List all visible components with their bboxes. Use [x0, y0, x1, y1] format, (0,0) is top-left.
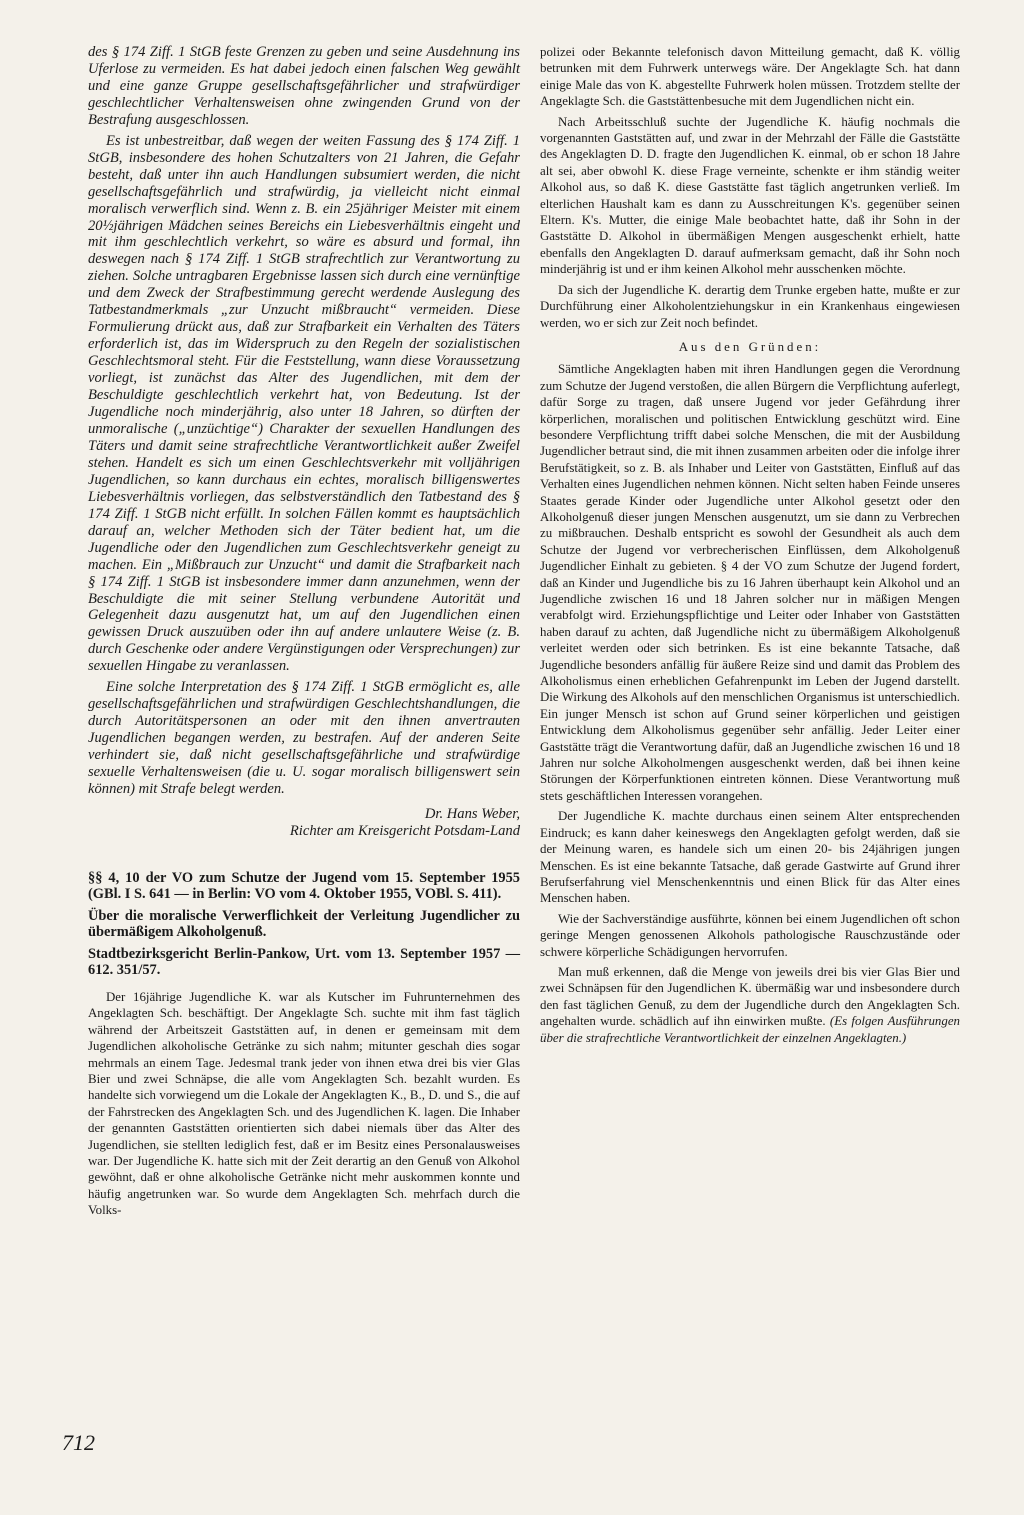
reasons-paragraph: Der Jugendliche K. machte durchaus einen seinem Alter entsprechenden Eindruck; es kann daher keineswegs den Angeklagten gefolgt werden, daß sie der Meinung waren, es handele sich um einen 20- bis 24jährigen jungen Menschen. Es ist eine bekannte Tatsache, daß gerade Gastwirte auf Grund ihrer Berufserfahrung viel Menschenkenntnis und einen Blick für das Alter eines Menschen haben.	[540, 809, 960, 906]
case-statute-heading: §§ 4, 10 der VO zum Schutze der Jugend vom 15. September 1955 (GBl. I S. 641 — in Berlin: VO vom 4. Oktober 1955, VOBl. S. 411).	[88, 869, 520, 903]
author-title: Richter am Kreisgericht Potsdam-Land	[289, 822, 520, 839]
page-number: 712	[62, 1430, 95, 1455]
final-paragraph-note: (Es folgen Ausführungen über die strafrechtliche Verantwortlichkeit der einzelnen Angeklagten.)	[540, 1014, 960, 1045]
reasons-paragraph: Sämtliche Angeklagten haben mit ihren Handlungen gegen die Verordnung zum Schutze der Jugend verstoßen, die allen Bürgern die Verpflichtung auferlegt, dafür Sorge zu tragen, daß unsere Jugend vor jeder Gefährdung ihrer körperlichen, moralischen und politischen Entwicklung geschützt wird. Eine besondere Verpflichtung trifft dabei solche Menschen, die mit der Ausbildung Jugendlicher betraut sind, die mit ihnen zusammen arbeiten oder die infolge ihrer Berufstätigkeit, so z. B. als Inhaber und Leiter von Gaststätten, Einfluß auf das Verhalten eines Jugendlichen nehmen können. Nicht selten haben Feinde unseres Staates gerade Kinder oder Jugendliche unter Alkohol gesetzt oder den Alkoholgenuß dieser jungen Menschen ausgenutzt, um sie dann zu Verbrechen zu mißbrauchen. Deshalb entspricht es sowohl der Gesundheit als auch dem Schutze der Jugend vor verbrecherischen Einflüssen, dem Alkoholgenuß Jugendlicher Einhalt zu gebieten. § 4 der VO zum Schutze der Jugend fordert, daß an Kinder und Jugendliche bis zu 16 Jahren überhaupt kein Alkohol und an Jugendliche zwischen 16 und 18 Jahren solcher nur in mäßigen Mengen verabfolgt wird. Erziehungspflichtige und Leiter oder Inhaber von Gaststätten haben darauf zu achten, daß Jugendliche nicht zu übermäßigem Alkoholgenuß verleitet werden oder sich betrinken. Es ist eine bekannte Tatsache, daß Jugendliche besonders anfällig für äußere Reize sind und damit das Problem des Alkoholismus einen erheblichen Gefahrenpunkt im Leben der Jugend darstellt. Die Wirkung des Alkohols auf den menschlichen Organismus ist unterschiedlich. Ein junger Mensch ist schon auf Grund seiner körperlichen und geistigen Entwicklung dem Alkoholismus gegenüber sehr anfällig. Jeder Leiter einer Gaststätte trägt die Verantwortung dafür, daß an Jugendliche zwischen 16 und 18 Jahren nur solche Alkoholmengen ausgeschenkt werden, daß bei ihnen keine Störungen der Körperfunktionen eintreten können. Diese Verantwortung muß stets geschäftlichen Interessen vorangehen.	[540, 362, 960, 803]
case-court-heading: Stadtbezirksgericht Berlin-Pankow, Urt. vom 13. September 1957 — 612. 351/57.	[88, 945, 520, 979]
reasons-heading: Aus den Gründen:	[678, 339, 822, 354]
article-paragraph: Eine solche Interpretation des § 174 Ziff. 1 StGB ermöglicht es, alle gesellschaftsgefährlichen und strafwürdigen Geschlechtshandlungen, die durch Autoritätspersonen an oder mit den ihnen anvertrauten Jugendlichen begangen werden, zu bestrafen. Auf der anderen Seite verhindert sie, daß nicht gesellschaftsgefährliche und strafwürdige sexuelle Verhaltensweisen (die u. U. sogar moralisch billigenswert sein können) mit Strafe belegt werden.	[88, 679, 520, 797]
right-column	[540, 44, 960, 1050]
final-paragraph	[540, 964, 960, 1046]
facts-paragraph: Nach Arbeitsschluß suchte der Jugendliche K. häufig nochmals die vorgenannten Gaststätten auf, und zwar in der Mehrzahl der Fälle die Gaststätte des Angeklagten D. D. fragte den Jugendlichen K. einmal, ob er schon 18 Jahre alt sei, aber obwohl K. diese Frage verneinte, schenkte er ihm ständig weiter Alkohol aus, so daß K. diese Gaststätte fast täglich angetrunken verließ. Im elterlichen Haushalt kam es dann zu Ausschreitungen K's. gegenüber seinen Eltern. K's. Mutter, die einige Male beobachtet hatte, daß ihr Sohn in der Gaststätte D. Alkohol in übermäßigen Mengen ausgeschenkt erhielt, hatte ebenfalls den Angeklagten D. darauf aufmerksam gemacht, daß ihr Sohn noch minderjährig ist und er ihm keinen Alkohol mehr ausschenken möchte.	[540, 114, 960, 277]
facts-paragraph: polizei oder Bekannte telefonisch davon Mitteilung gemacht, daß K. völlig betrunken mit dem Fuhrwerk unterwegs wäre. Der Angeklagte Sch. hat dann einige Male das von K. abgestellte Fuhrwerk holen müssen. Trotzdem stellte der Angeklagte Sch. die Gaststättenbesuche mit dem Jugendlichen nicht ein.	[540, 45, 960, 109]
facts-paragraph: Da sich der Jugendliche K. derartig dem Trunke ergeben hatte, mußte er zur Durchführung einer Alkoholentziehungskur in ein Krankenhaus eingewiesen werden, wo er sich zur Zeit noch befindet.	[540, 282, 960, 330]
final-paragraph-text: Man muß erkennen, daß die Menge von jeweils drei bis vier Glas Bier und zwei Schnäpsen für den Jugendlichen K. übermäßig war und insbesondere durch den fast täglichen Genuß, zu dem der Jugendliche durch den Angeklagten Sch. angehalten wurde. schädlich auf ihn einwirken mußte.	[540, 964, 960, 1029]
facts-paragraph: Der 16jährige Jugendliche K. war als Kutscher im Fuhrunternehmen des Angeklagten Sch. beschäftigt. Der Angeklagte Sch. suchte mit ihm fast täglich während der Arbeitszeit Gaststätten auf, in denen er gemeinsam mit dem Jugendlichen alkoholische Getränke zu sich nahm; mitunter geschah dies sogar mehrmals an einem Tage. Jedesmal trank jeder von ihnen etwa drei bis vier Glas Bier und zwei Schnäpse, die alle vom Angeklagten Sch. bezahlt wurden. Es handelte sich vorwiegend um die Lokale der Angeklagten K., B., D. und S., die auf der Fahrstrecken des Angeklagten Sch. und des Jugendlichen K. lagen. Die Inhaber der genannten Gaststätten orientierten sich dabei niemals über das Alter des Jugendlichen, sie stellten lediglich fest, daß er im Besitz eines Personalausweises war. Der Jugendliche K. hatte sich mit der Zeit derartig an den Genuß von Alkohol gewöhnt, daß er ohne alkoholische Getränke nicht mehr auskommen konnte und häufig angetrunken war. So wurde dem Angeklagten Sch. mehrfach durch die Volks-	[88, 989, 520, 1218]
article-paragraph: Es ist unbestreitbar, daß wegen der weiten Fassung des § 174 Ziff. 1 StGB, insbesondere des hohen Schutzalters von 21 Jahren, die Gefahr besteht, daß unter ihn auch Handlungen subsumiert werden, die nicht gesellschaftsgefährlich und strafwürdig, ja vielleicht nicht einmal moralisch verwerflich sind. Wenn z. B. ein 25jähriger Meister mit einem 20½jährigen Mädchen seines Bereichs ein Liebesverhältnis eingeht und mit ihm geschlechtlich verkehrt, so wäre es absurd und formal, ihn deswegen nach § 174 Ziff. 1 StGB strafrechtlich zur Verantwortung zu ziehen. Solche untragbaren Ergebnisse lassen sich durch eine vernünftige und dem Zweck der Strafbestimmung gerecht werdende Auslegung des Tatbestandmerkmals „zur Unzucht mißbraucht“ vermeiden. Diese Formulierung drückt aus, daß zur Strafbarkeit ein Verhalten des Täters erforderlich ist, das im Widerspruch zu den Regeln der sozialistischen Geschlechtsmoral steht. Für die Feststellung, wann diese Voraussetzung vorliegt, ist zunächst das Alter des Jugendlichen, mit dem der Beschuldigte geschlechtlich verkehrt hat, von Bedeutung. Ist der Jugendliche noch minderjährig, also unter 18 Jahren, so dürften der unmoralische („unzüchtige“) Charakter der sexuellen Handlungen des Täters und damit seine strafrechtliche Verantwortlichkeit außer Zweifel stehen. Handelt es sich um einen Geschlechtsverkehr mit volljährigen Jugendlichen, so kann durchaus ein echtes, moralisch billigenswertes Liebesverhältnis vorliegen, das selbstverständlich den Tatbestand des § 174 Ziff. 1 StGB nicht erfüllt. In solchen Fällen kommt es hauptsächlich darauf an, welcher Methoden sich der Täter bedient hat, um die Jugendliche oder den Jugendlichen zum Geschlechtsverkehr geneigt zu machen. Ein „Mißbrauch zur Unzucht“ und damit die Strafbarkeit nach § 174 Ziff. 1 StGB ist insbesondere immer dann anzunehmen, wenn der Beschuldigte die mit seiner Stellung verbundene Autorität und Gelegenheit dazu ausgenutzt hat, um auf den Jugendlichen einen gewissen Druck auszuüben oder ihn auf andere unlautere Weise (z. B. durch Geschenke oder andere Vergünstigungen oder Versprechungen) zur sexuellen Hingabe zu veranlassen.	[88, 132, 520, 675]
author-signature	[88, 806, 520, 840]
author-name: Dr. Hans Weber,	[424, 805, 520, 822]
article-paragraph: des § 174 Ziff. 1 StGB feste Grenzen zu geben und seine Ausdehnung ins Uferlose zu vermeiden. Es hat dabei jedoch einen falschen Weg gewählt und eine ganze Gruppe gesellschaftsgefährlicher und strafwürdiger geschlechtlicher Verhaltensweisen ohne zwingenden Grund von der Bestrafung ausgeschlossen.	[88, 44, 520, 128]
reasons-paragraph: Wie der Sachverständige ausführte, können bei einem Jugendlichen oft schon geringe Mengen genossenen Alkohols pathologische Rauschzustände oder schwere körperliche Schädigungen hervorrufen.	[540, 911, 960, 959]
case-subject-heading: Über die moralische Verwerflichkeit der Verleitung Jugendlicher zu übermäßigem Alkoholgenuß.	[88, 907, 520, 941]
left-column	[88, 44, 520, 1223]
